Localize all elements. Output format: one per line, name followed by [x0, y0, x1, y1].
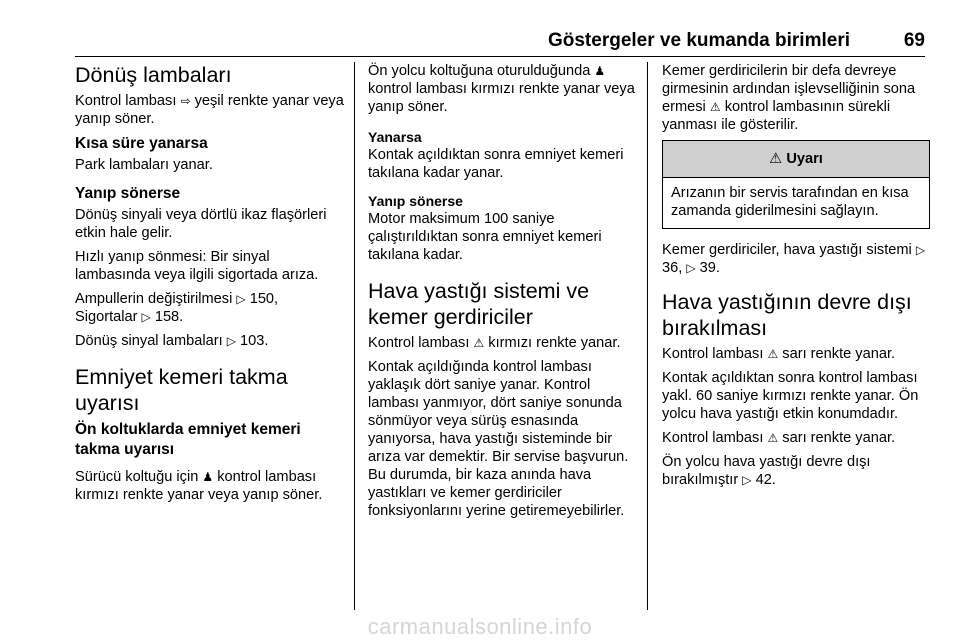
- page-ref-link[interactable]: 39.: [699, 260, 720, 276]
- paragraph-bulb-ref: Ampullerin değiştirilmesi ▷ 150, Sigortalar ▷ 158.: [75, 291, 279, 325]
- page-ref-icon: ▷: [226, 334, 236, 348]
- paragraph-short-lit: Park lambaları yanar.: [75, 157, 213, 173]
- paragraph-yellow-2: Kontrol lambası ⚠ sarı renkte yanar.: [662, 430, 896, 446]
- paragraph-tensioners: Kemer gerdiricilerin bir defa devreye girmesinin ardından işlevselliğinin sona ermesi ⚠ kontrol lambasının sürekli yanması ile gösterilir.: [662, 63, 916, 133]
- paragraph-deactivated: Ön yolcu hava yastığı devre dışı bırakılmıştır ▷ 42.: [662, 454, 871, 488]
- heading-short-lit: Kısa süre yanarsa: [75, 135, 208, 152]
- page-ref-link[interactable]: 42.: [755, 472, 776, 488]
- warning-box: [662, 140, 930, 229]
- paragraph-driver-seat: Sürücü koltuğu için ♟ kontrol lambası kırmızı renkte yanar veya yanıp söner.: [75, 469, 323, 503]
- heading-airbag-system: Hava yastığı sistemi ve kemer gerdiriciler: [368, 279, 590, 329]
- page-ref-link[interactable]: 36,: [662, 260, 683, 276]
- paragraph-blinking-2: Motor maksimum 100 saniye çalıştırıldıktan sonra emniyet kemeri takılana kadar.: [368, 211, 602, 263]
- page-ref-icon: ▷: [742, 473, 752, 487]
- paragraph-airbag-control: Kontrol lambası ⚠ kırmızı renkte yanar.: [368, 335, 621, 351]
- column-1: [75, 62, 345, 510]
- warning-text: Arızanın bir servis tarafından en kısa zamanda giderilmesini sağlayın.: [671, 185, 909, 219]
- warning-icon: ⚠: [769, 151, 783, 167]
- page-number: 69: [903, 30, 925, 51]
- heading-airbag-deactivation: Hava yastığının devre dışı bırakılması: [662, 290, 912, 340]
- warning-title: Uyarı: [786, 151, 823, 167]
- paragraph-ignition: Kontak açıldığında kontrol lambası yaklaşık dört saniye yanar. Kontrol lambası yanmıyor, dört saniye sonunda sönmüyor veya sürüş esnasında yanıyorsa, hava yastığı sisteminde bir arıza var demektir. Bir servise başvurun. Bu durumda, bir kaza anında hava yastıkları ve kemer gerdiriciler fonksiyonlarını yerine getiremeyebilirler.: [368, 359, 629, 519]
- page-ref-link[interactable]: 103.: [240, 333, 269, 349]
- airbag-icon: ⚠: [473, 336, 485, 350]
- column-3: [662, 62, 930, 495]
- paragraph-blink-2: Hızlı yanıp sönmesi: Bir sinyal lambasında veya ilgili sigortada arıza.: [75, 249, 319, 283]
- paragraph-lit: Kontak açıldıktan sonra emniyet kemeri takılana kadar yanar.: [368, 147, 624, 181]
- paragraph-yellow-1: Kontrol lambası ⚠ sarı renkte yanar.: [662, 346, 896, 362]
- page-ref-link[interactable]: 158.: [154, 309, 184, 325]
- heading-blinking: Yanıp sönerse: [75, 185, 181, 202]
- paragraph-blink-1: Dönüş sinyali veya dörtlü ikaz flaşörleri etkin hale gelir.: [75, 207, 327, 241]
- paragraph-turn-ref: Dönüş sinyal lambaları ▷ 103.: [75, 333, 269, 349]
- heading-blinking-2: Yanıp sönerse: [368, 193, 463, 209]
- heading-turn-signals: Dönüş lambaları: [75, 63, 232, 87]
- column-2: [368, 62, 638, 526]
- watermark: carmanualsonline.info: [367, 614, 593, 639]
- header-rule: [75, 56, 925, 57]
- column-divider-1: [354, 62, 355, 610]
- page-header: [75, 0, 925, 50]
- seat-belt-icon: ♟: [202, 470, 214, 484]
- page-ref-icon: ▷: [236, 292, 246, 306]
- airbag-off-icon: ⚠: [767, 431, 779, 445]
- paragraph-turn-control: Kontrol lambası ⇨ yeşil renkte yanar veya yanıp söner.: [75, 93, 344, 127]
- column-divider-2: [647, 62, 648, 610]
- page-ref-icon: ▷: [141, 310, 151, 324]
- page-ref-icon: ▷: [915, 243, 926, 257]
- paragraph-ref: Kemer gerdiriciler, hava yastığı sistemi ▷ 36, ▷ 39.: [662, 242, 926, 276]
- header-title: Göstergeler ve kumanda birimleri: [547, 30, 850, 51]
- airbag-icon: ⚠: [709, 100, 721, 114]
- turn-arrow-icon: ⇨: [180, 94, 191, 108]
- page-ref-link[interactable]: 150,: [249, 291, 279, 307]
- airbag-on-icon: ⚠: [767, 347, 779, 361]
- warning-header: [663, 141, 929, 178]
- heading-seat-belt-reminder: Emniyet kemeri takma uyarısı: [75, 365, 288, 415]
- seat-belt-2-icon: ♟: [594, 64, 606, 78]
- page-ref-icon: ▷: [686, 261, 696, 275]
- heading-front-seat-belt: Ön koltuklarda emniyet kemeri takma uyarısı: [75, 421, 301, 458]
- paragraph-ignition-on: Kontak açıldıktan sonra kontrol lambası yakl. 60 saniye kırmızı renkte yanar. Ön yolcu hava yastığı etkin konumdadır.: [662, 370, 919, 422]
- paragraph-passenger-seat: Ön yolcu koltuğuna oturulduğunda ♟ kontrol lambası kırmızı renkte yanar veya yanıp söner.: [368, 63, 635, 115]
- heading-lit: Yanarsa: [368, 129, 422, 145]
